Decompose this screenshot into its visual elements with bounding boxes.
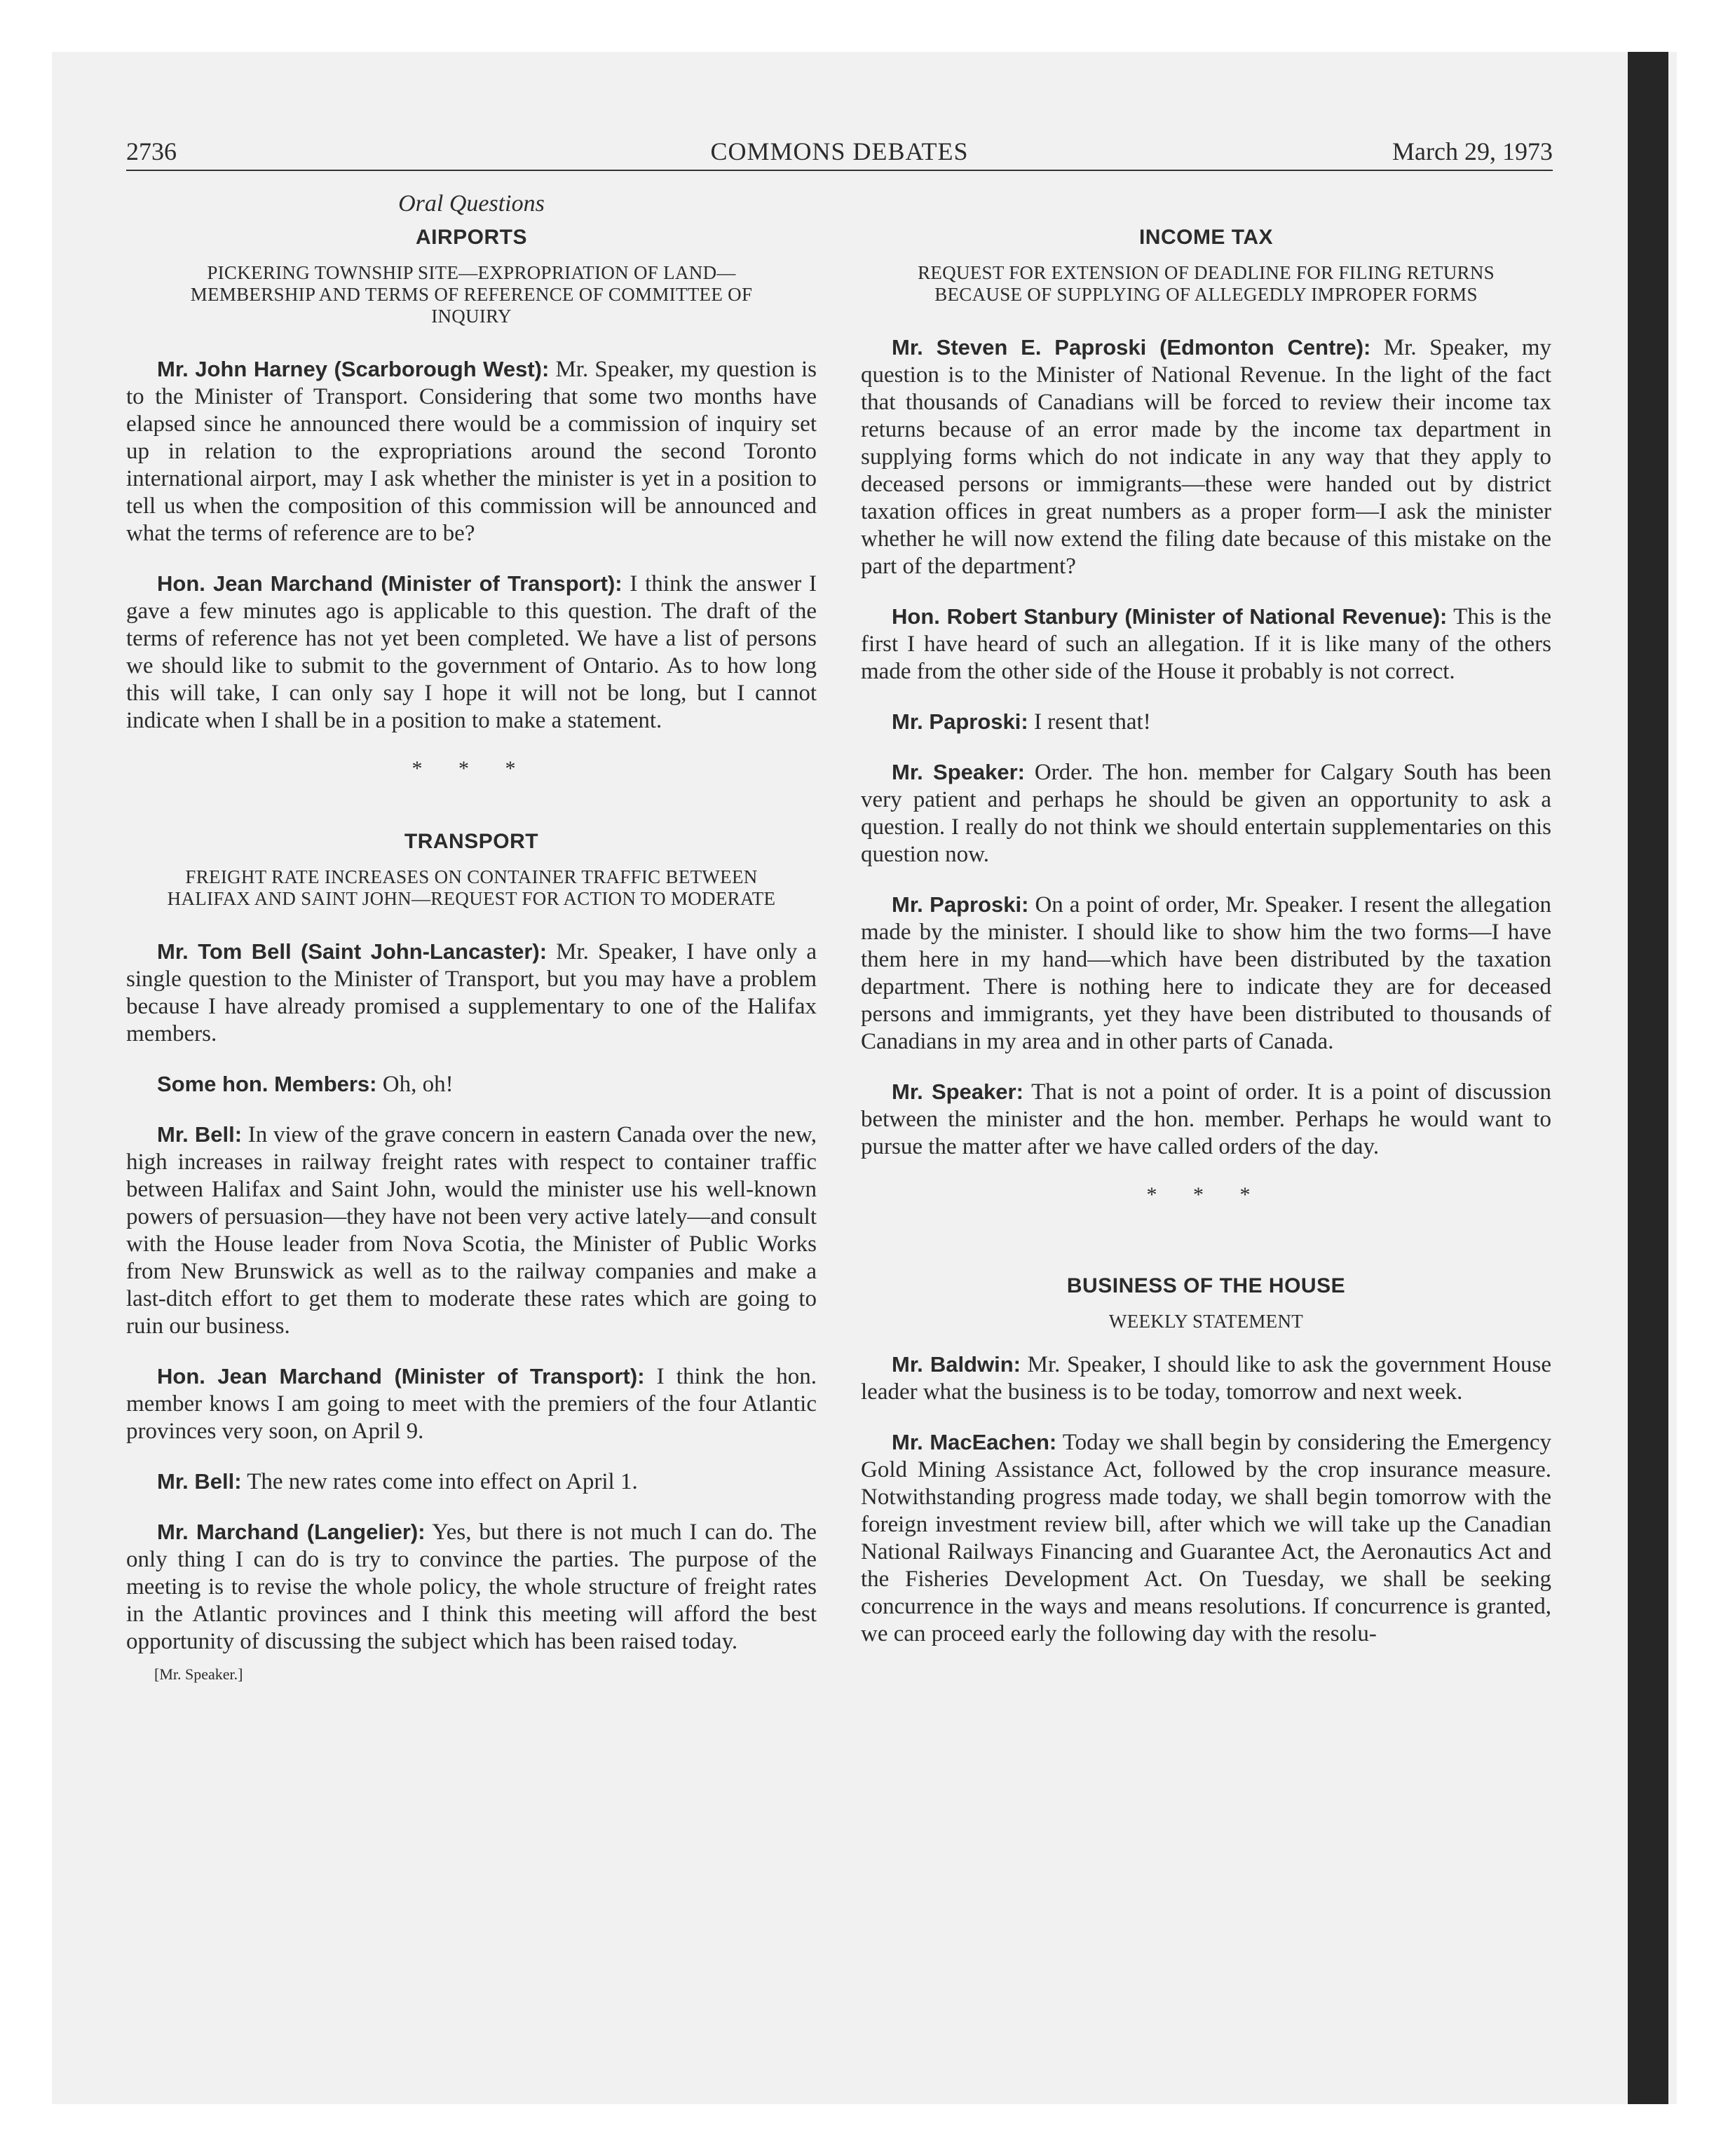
speaker-name: Mr. Tom Bell (Saint John-Lancaster):	[157, 939, 547, 964]
page-number: 2736	[126, 137, 177, 165]
publication-date: March 29, 1973	[1392, 137, 1553, 165]
speaker-name: Hon. Jean Marchand (Minister of Transport):	[157, 1364, 645, 1389]
speaker-name: Hon. Jean Marchand (Minister of Transport):	[157, 571, 622, 596]
speech-paragraph	[126, 1121, 817, 1340]
speaker-name: Mr. Bell:	[157, 1469, 242, 1494]
speech-paragraph	[126, 1468, 817, 1496]
speech-paragraph	[861, 1351, 1551, 1406]
speech-text: I resent that!	[1028, 709, 1151, 735]
speech-paragraph	[861, 603, 1551, 685]
speech-text: Today we shall begin by considering the Emergency Gold Mining Assistance Act, followed by the crop insurance measure. Notwithstanding progress made today, we shall begin tomorrow with the foreign investment review bill, after which we will take up the Canadian National Railways Financing and Guarantee Act, the Aeronautics Act and the Fisheries Development Act. On Tuesday, we shall be seeking concurrence in the ways and means resolutions. If concurrence is granted, we can proceed early the following day with the resolu-	[861, 1430, 1551, 1646]
speech-text: Yes, but there is not much I can do. The only thing I can do is try to convince the parties. The purpose of the meeting is to revise the whole policy, the whole structure of freight rates in the Atlantic provinces and I think this meeting will afford the best opportunity of discussing the subject which has been raised today.	[126, 1520, 817, 1654]
speaker-name: Mr. Speaker:	[892, 760, 1025, 784]
continuation-note: [Mr. Speaker.]	[154, 1665, 243, 1683]
speech-text: This is the first I have heard of such an allegation. If it is like many of the others made from the other side of the House it probably is not correct.	[861, 604, 1551, 684]
speech-text: Mr. Speaker, I should like to ask the government House leader what the business is to be today, tomorrow and next week.	[861, 1352, 1551, 1405]
publication-title: COMMONS DEBATES	[710, 137, 969, 165]
speech-text: In view of the grave concern in eastern Canada over the new, high increases in railway freight rates with respect to container traffic between Halifax and Saint John, would the minister use his well-known powers of persuasion—they have not been very active lately—and consult with the House leader from Nova Scotia, the Minister of Public Works from New Brunswick as well as to the railway companies and make a last-ditch effort to get them to moderate these rates which are going to ruin our business.	[126, 1122, 817, 1339]
speech-paragraph	[126, 1070, 817, 1098]
speaker-name: Mr. Bell:	[157, 1122, 243, 1147]
speech-text: I think the hon. member knows I am going to meet with the premiers of the four Atlantic provinces very soon, on April 9.	[126, 1364, 817, 1444]
speech-paragraph	[861, 334, 1551, 580]
speech-paragraph	[861, 891, 1551, 1056]
speech-paragraph	[126, 570, 817, 735]
speech-text: Mr. Speaker, I have only a single question to the Minister of Transport, but you may have a problem because I have already promised a supplementary to one of the Halifax members.	[126, 939, 817, 1046]
speech-text: Mr. Speaker, my question is to the Minister of National Revenue. In the light of the fact that thousands of Canadians will be forced to review their income tax returns because of an error made by the income tax department in supplying forms which do not indicate in any way that they apply to deceased persons or immigrants—these were handed out by district taxation offices in great numbers as a proper form—I ask the minister whether he will now extend the filing date because of this mistake on the part of the department?	[861, 335, 1551, 579]
scan-edge-bar	[1628, 52, 1668, 2104]
speech-text: Mr. Speaker, my question is to the Minister of Transport. Considering that some two months have elapsed since he announced there would be a commission of inquiry set up in relation to the expropriations around the second Toronto international airport, may I ask whether the minister is yet in a position to tell us when the composition of this commission will be announced and what the terms of reference are to be?	[126, 357, 817, 546]
section-title-income-tax: INCOME TAX	[1138, 226, 1274, 249]
speaker-name: Mr. Paproski:	[892, 892, 1029, 917]
speaker-name: Mr. Steven E. Paproski (Edmonton Centre):	[892, 335, 1371, 360]
speech-paragraph	[126, 938, 817, 1048]
left-column	[126, 191, 817, 1684]
speech-paragraph	[126, 355, 817, 547]
speech-text: I think the answer I gave a few minutes ago is applicable to this question. The draft of the terms of reference has not yet been completed. We have a list of persons we should like to submit to the government of Ontario. As to how long this will take, I can only say I hope it will not be long, but I cannot indicate when I shall be in a position to make a statement.	[126, 571, 817, 733]
speaker-name: Mr. Baldwin:	[892, 1352, 1021, 1377]
speaker-name: Mr. Marchand (Langelier):	[157, 1520, 426, 1544]
section-subhead: FREIGHT RATE INCREASES ON CONTAINER TRAFFIC BETWEEN HALIFAX AND SAINT JOHN—REQUEST FOR ACTION TO MODERATE	[167, 866, 776, 909]
column-kicker: Oral Questions	[398, 191, 545, 217]
page-header	[126, 133, 1553, 171]
speaker-name: Mr. John Harney (Scarborough West):	[157, 357, 550, 381]
speaker-name: Hon. Robert Stanbury (Minister of National Revenue):	[892, 604, 1448, 629]
speech-text: The new rates come into effect on April 1.	[241, 1469, 638, 1494]
speech-paragraph	[861, 1078, 1551, 1161]
section-subhead: WEEKLY STATEMENT	[1108, 1311, 1304, 1332]
section-title-business-of-the-house: BUSINESS OF THE HOUSE	[1066, 1274, 1346, 1297]
section-title-transport: TRANSPORT	[404, 830, 539, 853]
speech-paragraph	[861, 708, 1551, 736]
right-column	[861, 226, 1551, 1670]
section-title-airports: AIRPORTS	[415, 226, 527, 249]
speech-text: That is not a point of order. It is a point of discussion between the minister and the hon. member. Perhaps he would want to pursue the matter after we have called orders of the day.	[861, 1079, 1551, 1159]
speech-paragraph	[126, 1518, 817, 1656]
speech-paragraph	[861, 1428, 1551, 1648]
speech-text: Order. The hon. member for Calgary South has been very patient and perhaps he should be given an opportunity to ask a question. I really do not think we should entertain supplementaries on this question now.	[861, 760, 1551, 867]
speech-text: Oh, oh!	[376, 1072, 454, 1097]
speaker-name: Mr. MacEachen:	[892, 1430, 1057, 1454]
speech-paragraph	[126, 1363, 817, 1445]
section-separator: * * *	[1146, 1183, 1266, 1206]
section-subhead: PICKERING TOWNSHIP SITE—EXPROPRIATION OF LAND—MEMBERSHIP AND TERMS OF REFERENCE OF COMMITTEE OF INQUIRY	[190, 262, 753, 327]
speech-text: On a point of order, Mr. Speaker. I resent the allegation made by the minister. I should like to show him the two forms—I have them here in my hand—which have been distributed by the taxation department. There is nothing here to indicate they are for deceased persons and immigrants, yet they have been distributed to thousands of Canadians in my area and in other parts of Canada.	[861, 892, 1551, 1054]
section-subhead: REQUEST FOR EXTENSION OF DEADLINE FOR FILING RETURNS BECAUSE OF SUPPLYING OF ALLEGEDLY IMPROPER FORMS	[918, 262, 1495, 305]
speech-paragraph	[861, 758, 1551, 868]
speaker-name: Some hon. Members:	[157, 1072, 377, 1096]
section-separator: * * *	[411, 757, 531, 780]
speaker-name: Mr. Speaker:	[892, 1079, 1023, 1104]
speaker-name: Mr. Paproski:	[892, 709, 1028, 734]
